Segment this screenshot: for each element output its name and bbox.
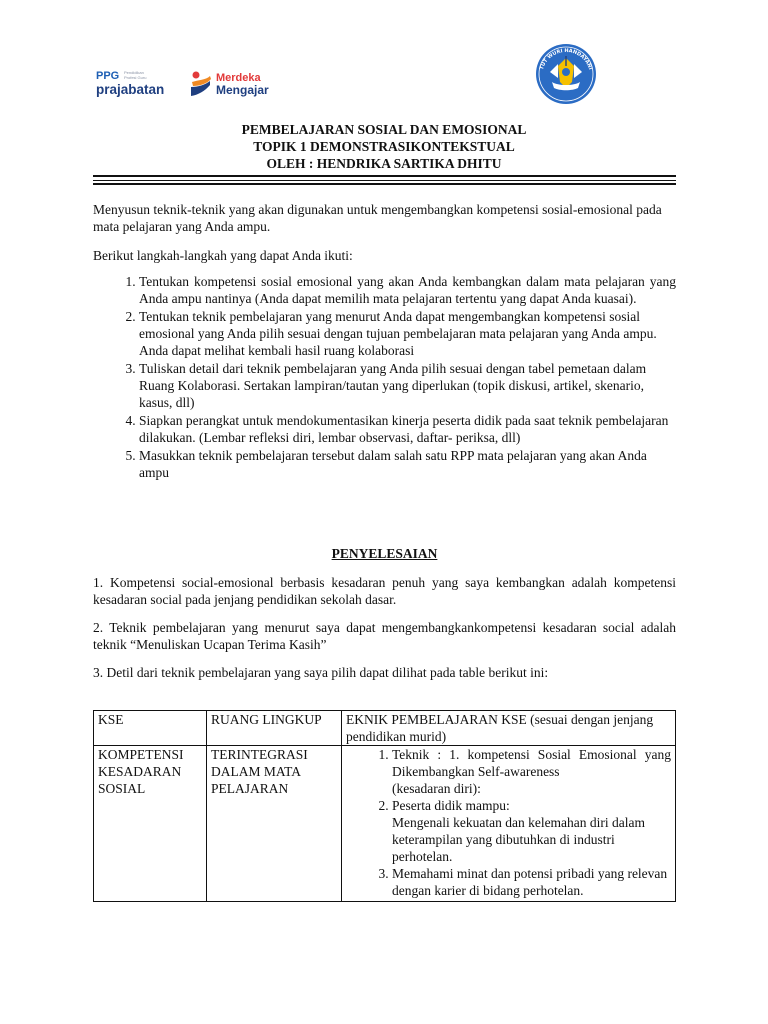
merdeka-mengajar-logo — [190, 70, 290, 100]
teknik-item-sub: Mengenali kekuatan dan kelemahan diri dalam keterampilan yang dibutuhkan di industri perhotelan. — [392, 815, 646, 864]
ppg-prajabatan-logo — [96, 70, 182, 98]
document-title: PEMBELAJARAN SOSIAL DAN EMOSIONAL — [241, 122, 527, 137]
table-header-row — [94, 711, 676, 746]
teknik-item-main: 2. Peserta didik mampu: — [392, 798, 510, 813]
title-rule-1 — [93, 175, 676, 177]
intro-paragraph-2: Berikut langkah-langkah yang dapat Anda ikuti: — [93, 248, 353, 263]
table-header-teknik: EKNIK PEMBELAJARAN KSE (sesuai dengan jenjang pendidikan murid) — [342, 711, 676, 746]
merdeka-mengajar-mark-icon — [190, 70, 212, 98]
ppg-logo-tagline: Pendidikan Profesi Guru — [124, 70, 147, 80]
table-header-ruang-lingkup: RUANG LINGKUP — [207, 711, 342, 746]
list-item — [392, 865, 671, 899]
ppg-logo-top: PPG — [96, 70, 120, 82]
svg-text:TUT WURI HANDAYANI: TUT WURI HANDAYANI — [538, 47, 594, 71]
solution-paragraph-3: 3. Detil dari teknik pembelajaran yang saya pilih dapat dilihat pada table berikut ini: — [93, 665, 549, 680]
table-cell-teknik — [342, 746, 676, 902]
kse-table — [93, 710, 676, 902]
list-item: 3. Tuliskan detail dari teknik pembelajaran yang Anda pilih sesuai dengan tabel pemetaan dalam Ruang Kolaborasi. Sertakan lampiran/tautan yang diperlukan (topik diskusi, artikel, skenario, kasus, dll) — [139, 360, 676, 411]
teknik-item-sub: (kesadaran diri): — [392, 781, 481, 796]
document-author: OLEH : HENDRIKA SARTIKA DHITU — [266, 156, 502, 171]
document-topic: TOPIK 1 DEMONSTRASIKONTEKSTUAL — [253, 139, 515, 154]
solution-paragraph-1: 1. Kompetensi social-emosional berbasis kesadaran penuh yang saya kembangkan adalah kompetensi kesadaran social pada jenjang pendidikan sekolah dasar. — [93, 575, 676, 607]
table-cell-kompetensi: KOMPETENSI KESADARAN SOSIAL — [94, 746, 207, 902]
list-item — [392, 797, 671, 865]
teknik-item-main: 1. Teknik : 1. kompetensi Sosial Emosional yang Dikembangkan Self-awareness — [392, 747, 671, 779]
ppg-logo-bottom: prajabatan — [96, 82, 165, 97]
solution-paragraph-2: 2. Teknik pembelajaran yang menurut saya dapat mengembangkankompetensi kesadaran social adalah teknik “Menuliskan Ucapan Terima Kasih” — [93, 620, 676, 652]
title-rule-3 — [93, 183, 676, 185]
mengajar-text: Mengajar — [216, 83, 269, 97]
table-cell-ruang-lingkup: TERINTEGRASI DALAM MATA PELAJARAN — [207, 746, 342, 902]
teknik-item-main: 3. Memahami minat dan potensi pribadi yang relevan dengan karier di bidang perhotelan. — [392, 866, 668, 898]
title-rule-2 — [93, 180, 676, 181]
table-header-kse: KSE — [94, 711, 207, 746]
list-item: 2. Tentukan teknik pembelajaran yang menurut Anda dapat mengembangkan kompetensi sosial emosional yang Anda pilih sesuai dengan tujuan pembelajaran mata pelajaran yang Anda ampu. Anda dapat melihat kembali hasil ruang kolaborasi — [139, 308, 676, 359]
table-row — [94, 746, 676, 902]
tut-wuri-handayani-emblem-icon — [528, 42, 604, 106]
list-item: 4. Siapkan perangkat untuk mendokumentasikan kinerja peserta didik pada saat teknik pembelajaran dilakukan. (Lembar refleksi diri, lembar observasi, daftar- periksa, dll) — [139, 412, 676, 446]
steps-list — [93, 273, 676, 482]
list-item: 5. Masukkan teknik pembelajaran tersebut dalam salah satu RPP mata pelajaran yang akan Anda ampu — [139, 447, 676, 481]
list-item: 1. Tentukan kompetensi sosial emosional yang akan Anda kembangkan dalam mata pelajaran yang Anda ampu nantinya (Anda dapat memilih mata pelajaran tertentu yang dapat Anda kuasai). — [139, 273, 676, 307]
intro-paragraph-1: Menyusun teknik-teknik yang akan digunakan untuk mengembangkan kompetensi sosial-emosional pada mata pelajaran yang Anda ampu. — [93, 202, 662, 234]
list-item — [392, 746, 671, 797]
merdeka-text: Merdeka — [216, 72, 261, 84]
solution-heading: PENYELESAIAN — [331, 546, 438, 561]
teknik-list — [346, 746, 671, 899]
